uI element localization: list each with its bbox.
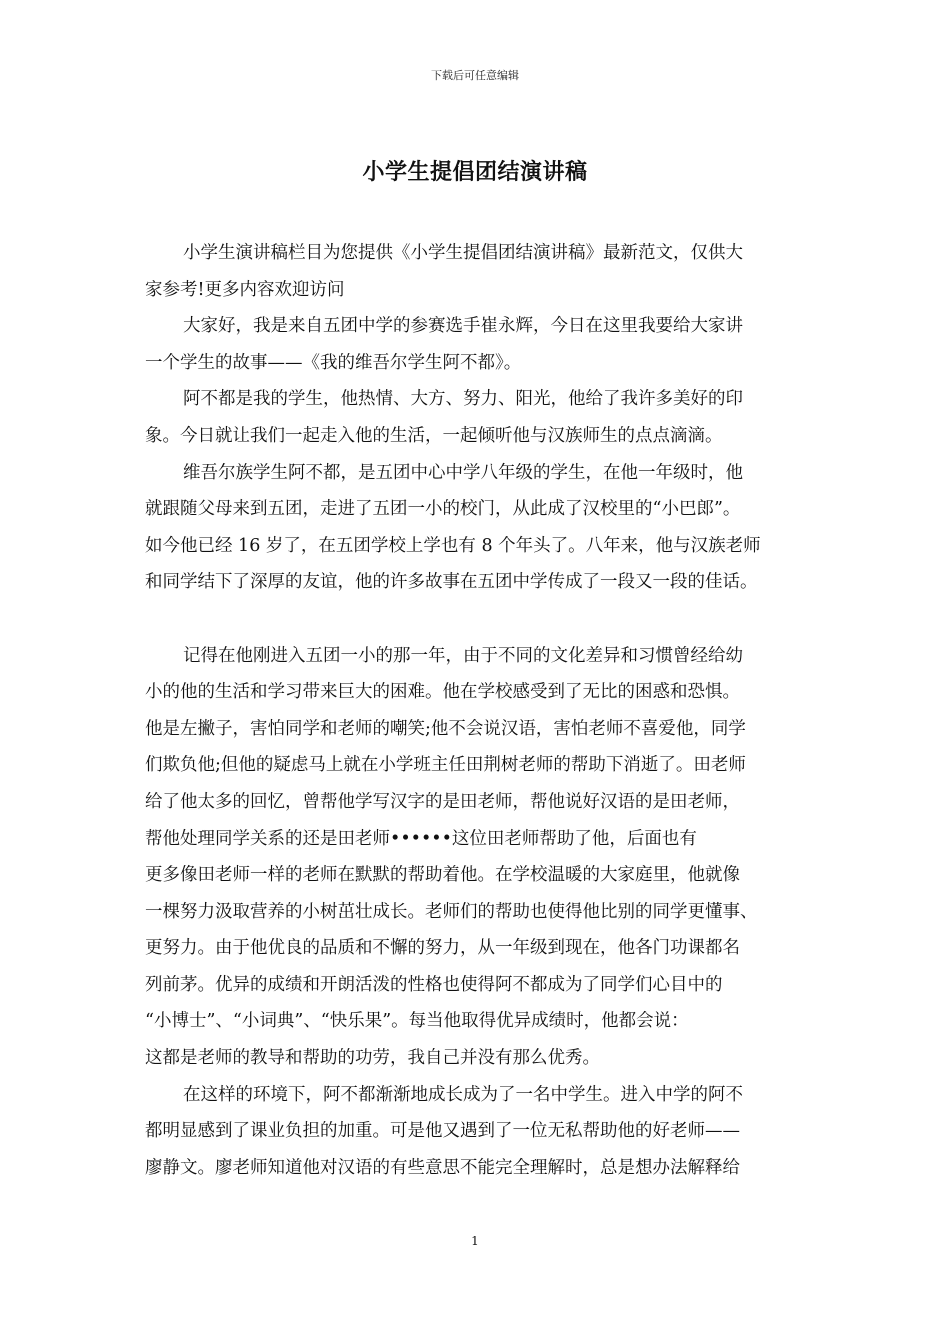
text-line: 和同学结下了深厚的友谊，他的许多故事在五团中学传成了一段又一段的佳话。 xyxy=(145,572,758,593)
text-line: 小的他的生活和学习带来巨大的困难。他在学校感受到了无比的困惑和恐惧。 xyxy=(145,682,740,703)
text-line: 更多像田老师一样的老师在默默的帮助着他。在学校温暖的大家庭里，他就像 xyxy=(145,865,740,886)
text-line: 给了他太多的回忆，曾帮他学写汉字的是田老师，帮他说好汉语的是田老师， xyxy=(145,791,740,812)
document-body xyxy=(145,235,805,1186)
text-line: 小学生演讲稿栏目为您提供《小学生提倡团结演讲稿》最新范文，仅供大 xyxy=(183,243,743,263)
text-line: 记得在他刚进入五团一小的那一年，由于不同的文化差异和习惯曾经给幼 xyxy=(183,645,743,666)
text-line: 在这样的环境下，阿不都渐渐地成长成为了一名中学生。进入中学的阿不 xyxy=(183,1084,743,1105)
text-line: 一棵努力汲取营养的小树茁壮成长。老师们的帮助也使得他比别的同学更懂事、 xyxy=(145,901,758,922)
text-line: 维吾尔族学生阿不都，是五团中心中学八年级的学生，在他一年级时，他 xyxy=(183,462,743,483)
page-number: 1 xyxy=(471,1234,479,1248)
header-note: 下载后可任意编辑 xyxy=(431,69,519,82)
text-line: 如今他已经 16 岁了，在五团学校上学也有 8 个年头了。八年来，他与汉族老师 xyxy=(145,535,761,556)
text-line: 帮他处理同学关系的还是田老师••••••这位田老师帮助了他，后面也有 xyxy=(145,828,697,849)
text-line: 更努力。由于他优良的品质和不懈的努力，从一年级到现在，他各门功课都名 xyxy=(145,938,740,959)
document-title: 小学生提倡团结演讲稿 xyxy=(362,159,588,185)
text-line: 他是左撇子，害怕同学和老师的嘲笑;他不会说汉语，害怕老师不喜爱他，同学 xyxy=(145,718,746,739)
text-line: 们欺负他;但他的疑虑马上就在小学班主任田荆树老师的帮助下消逝了。田老师 xyxy=(145,755,746,776)
text-line: 一个学生的故事——《我的维吾尔学生阿不都》。 xyxy=(145,352,522,373)
text-line: 阿不都是我的学生，他热情、大方、努力、阳光，他给了我许多美好的印 xyxy=(183,389,743,410)
paragraph-gap xyxy=(145,601,805,638)
text-line: 廖静文。廖老师知道他对汉语的有些意思不能完全理解时，总是想办法解释给 xyxy=(145,1157,740,1178)
text-line: 这都是老师的教导和帮助的功劳，我自己并没有那么优秀。 xyxy=(145,1048,600,1069)
text-line: “小博士”、“小词典”、“快乐果”。每当他取得优异成绩时，他都会说： xyxy=(145,1011,689,1032)
text-line: 象。今日就让我们一起走入他的生活，一起倾听他与汉族师生的点点滴滴。 xyxy=(145,425,723,446)
text-line: 就跟随父母来到五团，走进了五团一小的校门，从此成了汉校里的“小巴郎”。 xyxy=(145,499,741,520)
text-line: 大家好，我是来自五团中学的参赛选手崔永辉，今日在这里我要给大家讲 xyxy=(183,316,743,337)
text-line: 列前茅。优异的成绩和开朗活泼的性格也使得阿不都成为了同学们心目中的 xyxy=(145,974,723,995)
text-line: 家参考!更多内容欢迎访问 xyxy=(145,279,345,300)
text-line: 都明显感到了课业负担的加重。可是他又遇到了一位无私帮助他的好老师—— xyxy=(145,1121,740,1142)
